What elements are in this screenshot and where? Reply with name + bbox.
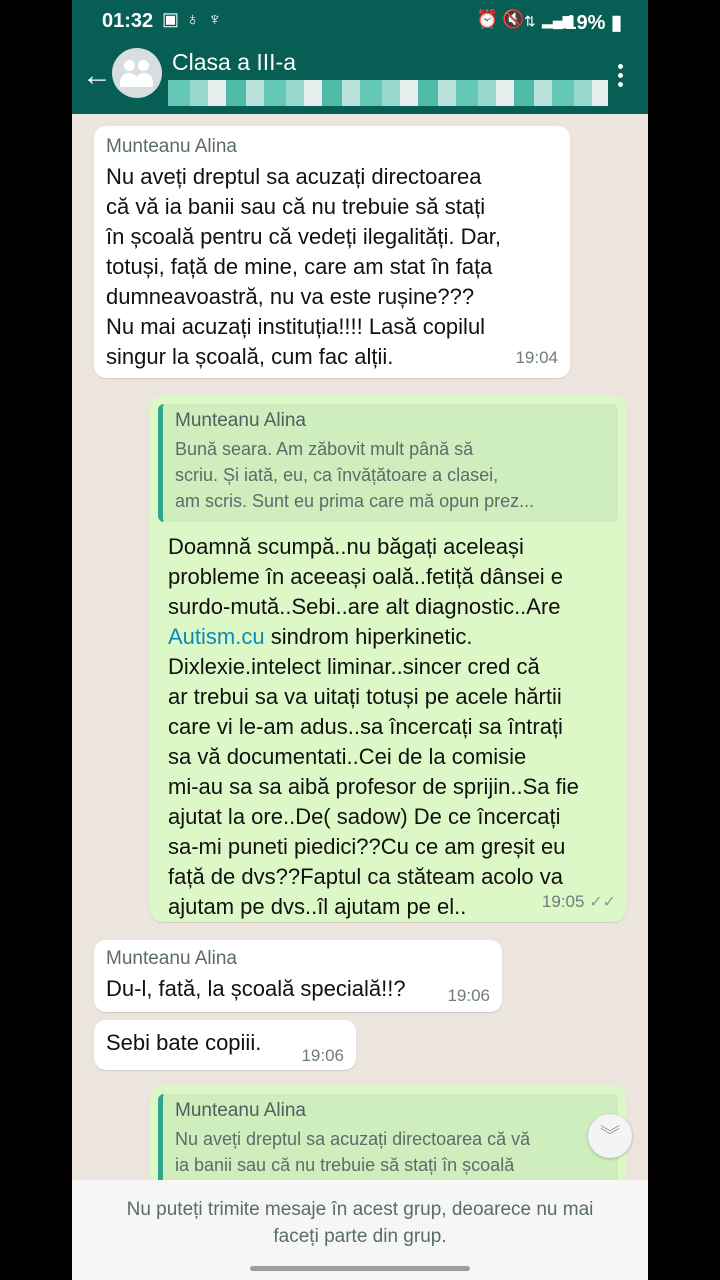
gallery-notification-icon: ▣ [162, 9, 180, 29]
message-incoming[interactable] [94, 940, 502, 1012]
quoted-sender: Munteanu Alina [175, 410, 306, 431]
message-text: Du-l, fată, la școală specială!!? [106, 976, 406, 1001]
quoted-message[interactable] [158, 1094, 618, 1180]
message-time: 19:04 [515, 348, 558, 367]
battery-icon: ▮ [610, 12, 622, 34]
app-notification-icon: ♁ [186, 9, 200, 29]
message-outgoing[interactable] [150, 396, 626, 922]
alarm-icon: ⏰ [476, 9, 499, 29]
flashlight-notification-icon: ♆ [208, 9, 222, 29]
cannot-send-notice: Nu puteți trimite mesaje în acest grup, deoarece nu mai faceți parte din grup. [126, 1199, 594, 1247]
message-sender: Munteanu Alina [106, 948, 237, 969]
message-time: 19:06 [301, 1046, 344, 1065]
double-tick-icon: ✓✓ [589, 894, 616, 911]
scroll-down-icon[interactable]: ︾ [588, 1114, 632, 1158]
quoted-text: Bună seara. Am zăbovit mult până să scriu. Și iată, eu, ca învățătoare a clasei, am scris. Sunt eu prima care mă opun prez... [175, 439, 535, 511]
group-avatar[interactable] [112, 48, 162, 98]
message-incoming[interactable] [94, 126, 570, 378]
quoted-text: Nu aveți dreptul sa acuzați directoarea că vă ia banii sau că nu trebuie să stați în școală [175, 1129, 531, 1175]
message-text: Doamnă scumpă..nu băgați aceleași probleme în aceeași oală..fetiță dânsei e surdo-mută..Sebi..are alt diagnostic..Are Autism.cu sindrom hiperkinetic. Dixlexie.intelect liminar..sincer cred că ar trebui sa va uitați totuși pe acele hărtii care vi le-am adus..sa încercați sa întrați sa vă documentati..Cei de la comisie mi-au sa sa aibă profesor de sprijin..Sa fie ajutat la ore..De( sadow) De ce încercați sa-mi puneti piedici??Cu ce am greșit eu față de dvs??Faptul ca stăteam acolo va ajutam pe dvs..îl ajutam pe el.. [168, 534, 579, 919]
group-notice-footer [72, 1180, 648, 1280]
autism-link[interactable]: Autism.cu [168, 624, 265, 649]
message-text: Sebi bate copiii. [106, 1030, 262, 1055]
phone-screen [72, 0, 648, 1280]
home-indicator[interactable] [250, 1266, 470, 1271]
status-time: 01:32 [102, 10, 154, 32]
message-text: Nu aveți dreptul sa acuzați directoarea că vă ia banii sau că nu trebuie să stați în școală pentru că vedeți ilegalități. Dar, totuși, față de mine, care am stat în fața dumneavoastră, nu va este rușine??? Nu mai acuzați instituția!!!! Lasă copilul singur la școală, cum fac alții. [106, 164, 502, 369]
quoted-sender: Munteanu Alina [175, 1100, 306, 1121]
members-list-blurred [168, 80, 608, 106]
chat-header[interactable] [72, 42, 648, 114]
back-arrow-icon[interactable]: ← [82, 59, 112, 92]
message-incoming[interactable] [94, 1020, 356, 1070]
group-title[interactable]: Clasa a III-a [172, 49, 296, 75]
signal-icon: ▂▄▆ [542, 12, 574, 28]
more-options-icon[interactable] [614, 60, 626, 96]
battery-level: 19% ▮ [565, 12, 622, 34]
quoted-message[interactable] [158, 404, 618, 522]
status-bar [72, 0, 648, 42]
mute-icon: 🔇 [502, 9, 525, 29]
chat-area[interactable] [72, 114, 648, 1180]
message-sender: Munteanu Alina [106, 136, 237, 157]
message-time: 19:06 [447, 986, 490, 1005]
message-outgoing[interactable] [150, 1086, 626, 1180]
message-time-status: 19:05 ✓✓ [541, 892, 616, 911]
data-icon: ⇅ [524, 13, 536, 29]
